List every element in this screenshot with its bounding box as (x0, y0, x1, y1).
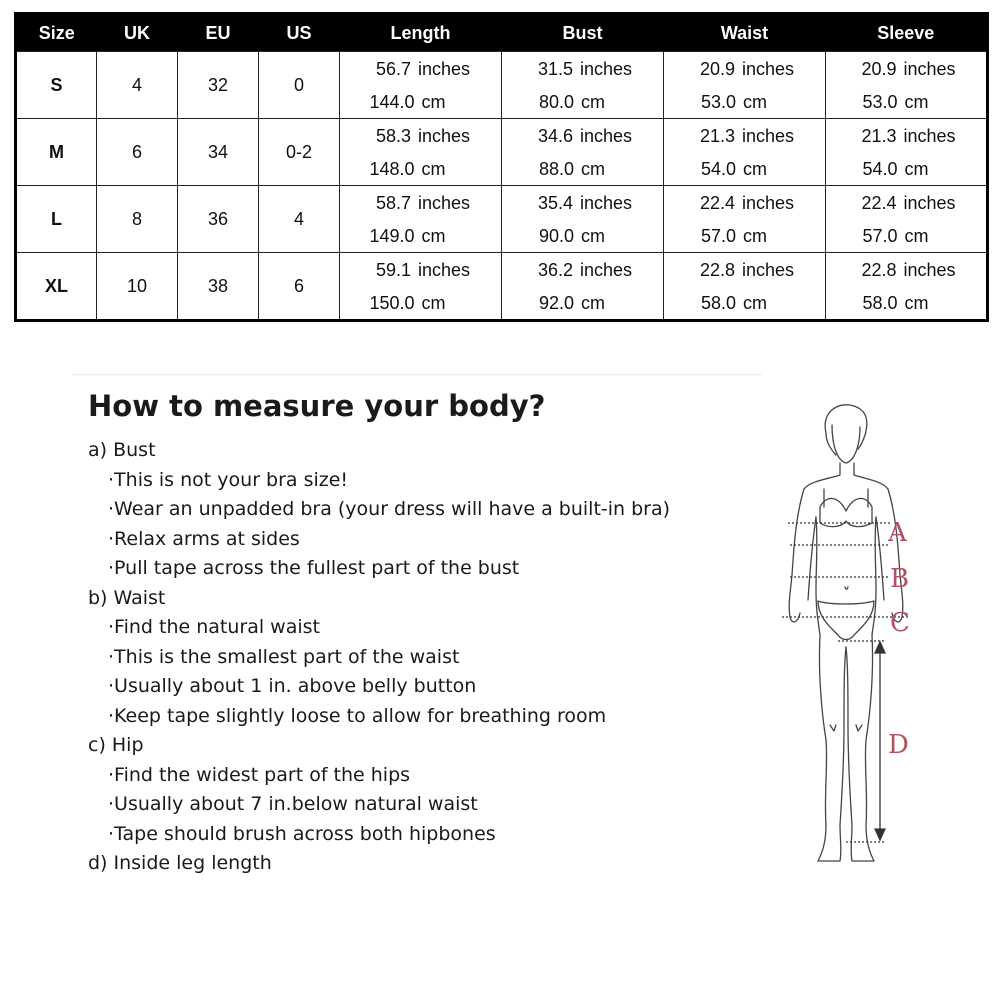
table-row (16, 119, 988, 186)
table-row (16, 186, 988, 253)
measure-number: 34.6 (537, 125, 573, 146)
measure-number: 58.0 (700, 292, 736, 313)
measure-unit: inches (741, 58, 795, 79)
measure-unit: cm (743, 91, 767, 112)
measure-number: 36.2 (537, 259, 573, 280)
bust-cell (502, 119, 664, 186)
uk-cell: 6 (97, 119, 178, 186)
length-in-value (340, 60, 501, 78)
measure-number: 54.0 (862, 158, 898, 179)
bust-cm-value (502, 294, 663, 312)
measurement-guide (88, 386, 768, 879)
guide-section-heading: d) Inside leg length (88, 852, 272, 874)
us-cell: 6 (259, 253, 340, 321)
measure-unit: cm (581, 158, 605, 179)
column-header-waist: Waist (664, 14, 826, 52)
divider (72, 374, 762, 375)
us-cell: 4 (259, 186, 340, 253)
measure-unit: inches (579, 192, 633, 213)
table-row (16, 253, 988, 321)
sleeve-cell (826, 119, 988, 186)
sleeve-in-value (826, 194, 986, 212)
length-cm-value (340, 160, 501, 178)
measure-unit: inches (903, 259, 956, 280)
measure-unit: cm (743, 158, 767, 179)
measure-number: 90.0 (538, 225, 574, 246)
size-chart-table (14, 12, 989, 322)
waist-in-value (664, 60, 825, 78)
waist-cell (664, 119, 826, 186)
sleeve-in-value (826, 261, 986, 279)
measure-number: 22.8 (699, 259, 735, 280)
measure-unit: cm (581, 225, 605, 246)
measure-unit: inches (579, 259, 633, 280)
guide-tip: ·Wear an unpadded bra (your dress will have a built-in bra) (108, 498, 671, 520)
waist-cm-value (664, 160, 825, 178)
guide-tip: ·Find the natural waist (108, 616, 320, 638)
length-cell (340, 186, 502, 253)
measure-number: 59.1 (375, 259, 411, 280)
guide-tip: ·This is the smallest part of the waist (108, 645, 460, 668)
measure-unit: cm (581, 292, 605, 313)
measure-unit: cm (421, 225, 446, 246)
uk-cell: 4 (97, 52, 178, 119)
uk-cell: 10 (97, 253, 178, 321)
measure-number: 22.4 (699, 192, 735, 213)
label-c: C (890, 608, 910, 638)
waist-cell (664, 52, 826, 119)
measure-number: 35.4 (537, 192, 573, 213)
length-in-value (340, 127, 501, 145)
measure-unit: inches (903, 58, 956, 79)
sleeve-in-value (826, 60, 986, 78)
measure-unit: inches (417, 192, 471, 213)
measure-number: 58.0 (862, 292, 898, 313)
inside-leg-arrow (875, 642, 885, 840)
measure-number: 22.8 (861, 259, 897, 280)
measure-number: 31.5 (537, 58, 573, 79)
measure-unit: inches (417, 125, 471, 146)
guide-sections (88, 436, 768, 879)
bust-in-value (502, 261, 663, 279)
measure-number: 21.3 (699, 125, 735, 146)
measure-unit: cm (904, 158, 929, 179)
body-outline (789, 405, 903, 861)
column-header-eu: EU (178, 14, 259, 52)
label-a: A (888, 518, 907, 548)
sleeve-cm-value (826, 93, 986, 111)
eu-cell: 36 (178, 186, 259, 253)
bust-in-value (502, 60, 663, 78)
eu-cell: 34 (178, 119, 259, 186)
sleeve-cm-value (826, 294, 986, 312)
measure-unit: inches (417, 259, 471, 280)
measure-number: 144.0 (369, 91, 415, 112)
measure-unit: inches (741, 125, 795, 146)
measure-unit: cm (743, 225, 767, 246)
uk-cell: 8 (97, 186, 178, 253)
length-in-value (340, 194, 501, 212)
guide-tip: ·Relax arms at sides (108, 527, 300, 550)
label-b: B (890, 564, 910, 594)
measure-number: 92.0 (538, 292, 574, 313)
measure-unit: cm (743, 292, 767, 313)
column-header-us: US (259, 14, 340, 52)
measure-unit: inches (417, 58, 471, 79)
guide-tip: ·Usually about 7 in.below natural waist (108, 793, 478, 815)
measure-number: 148.0 (369, 158, 415, 179)
column-header-sleeve: Sleeve (826, 14, 988, 52)
eu-cell: 32 (178, 52, 259, 119)
sleeve-cm-value (826, 227, 986, 245)
sleeve-in-value (826, 127, 986, 145)
waist-cell (664, 186, 826, 253)
waist-cm-value (664, 227, 825, 245)
sleeve-cm-value (826, 160, 986, 178)
bust-cell (502, 52, 664, 119)
size-cell: S (16, 52, 97, 119)
guide-tip: ·Pull tape across the fullest part of the bust (108, 557, 520, 579)
measure-unit: cm (904, 225, 929, 246)
length-in-value (340, 261, 501, 279)
bust-cell (502, 186, 664, 253)
waist-in-value (664, 194, 825, 212)
measure-unit: inches (741, 259, 795, 280)
measure-unit: cm (904, 292, 929, 313)
measure-unit: inches (903, 125, 956, 146)
guide-section-heading: a) Bust (88, 439, 156, 461)
sleeve-cell (826, 186, 988, 253)
length-cm-value (340, 227, 501, 245)
measure-number: 53.0 (862, 91, 898, 112)
eu-cell: 38 (178, 253, 259, 321)
bust-cm-value (502, 227, 663, 245)
bust-in-value (502, 127, 663, 145)
measure-unit: cm (421, 91, 446, 112)
measure-number: 58.3 (375, 125, 411, 146)
guide-tip: ·Tape should brush across both hipbones (108, 822, 496, 845)
column-header-length: Length (340, 14, 502, 52)
measure-number: 56.7 (375, 58, 411, 79)
sleeve-cell (826, 52, 988, 119)
sleeve-cell (826, 253, 988, 321)
waist-cell (664, 253, 826, 321)
measure-number: 57.0 (862, 225, 898, 246)
us-cell: 0-2 (259, 119, 340, 186)
bust-cm-value (502, 160, 663, 178)
length-cell (340, 52, 502, 119)
size-cell: XL (16, 253, 97, 321)
guide-tip: ·Usually about 1 in. above belly button (108, 675, 477, 697)
measure-number: 149.0 (369, 225, 415, 246)
column-header-bust: Bust (502, 14, 664, 52)
column-header-uk: UK (97, 14, 178, 52)
label-d: D (888, 730, 909, 760)
length-cell (340, 119, 502, 186)
measure-number: 54.0 (700, 158, 736, 179)
column-header-size: Size (16, 14, 97, 52)
guide-section-heading: b) Waist (88, 586, 166, 609)
measure-number: 80.0 (538, 91, 574, 112)
bust-in-value (502, 194, 663, 212)
length-cm-value (340, 93, 501, 111)
measure-unit: cm (421, 158, 446, 179)
guide-tip: ·Keep tape slightly loose to allow for breathing room (108, 704, 607, 727)
measure-unit: inches (903, 192, 956, 213)
measure-number: 88.0 (538, 158, 574, 179)
guide-title: How to measure your body? (88, 389, 546, 423)
table-row (16, 52, 988, 119)
waist-in-value (664, 127, 825, 145)
measure-number: 57.0 (700, 225, 736, 246)
body-measurement-figure (760, 395, 930, 880)
measure-unit: cm (581, 91, 605, 112)
table-body (16, 52, 988, 321)
size-cell: L (16, 186, 97, 253)
us-cell: 0 (259, 52, 340, 119)
measure-number: 20.9 (699, 58, 735, 79)
guide-tip: ·This is not your bra size! (108, 468, 349, 491)
measure-unit: inches (579, 125, 633, 146)
waist-cm-value (664, 93, 825, 111)
bust-cm-value (502, 93, 663, 111)
size-cell: M (16, 119, 97, 186)
measure-unit: cm (421, 292, 446, 313)
measure-unit: inches (579, 58, 633, 79)
guide-section-heading: c) Hip (88, 734, 144, 756)
length-cell (340, 253, 502, 321)
waist-cm-value (664, 294, 825, 312)
measure-number: 20.9 (861, 58, 897, 79)
measure-unit: inches (741, 192, 795, 213)
measure-number: 53.0 (700, 91, 736, 112)
measure-number: 150.0 (369, 292, 415, 313)
measure-number: 21.3 (861, 125, 897, 146)
guide-tip: ·Find the widest part of the hips (108, 763, 411, 786)
measure-number: 22.4 (861, 192, 897, 213)
waist-in-value (664, 261, 825, 279)
table-header-row (16, 14, 988, 52)
length-cm-value (340, 294, 501, 312)
bust-cell (502, 253, 664, 321)
measure-unit: cm (904, 91, 929, 112)
measure-number: 58.7 (375, 192, 411, 213)
